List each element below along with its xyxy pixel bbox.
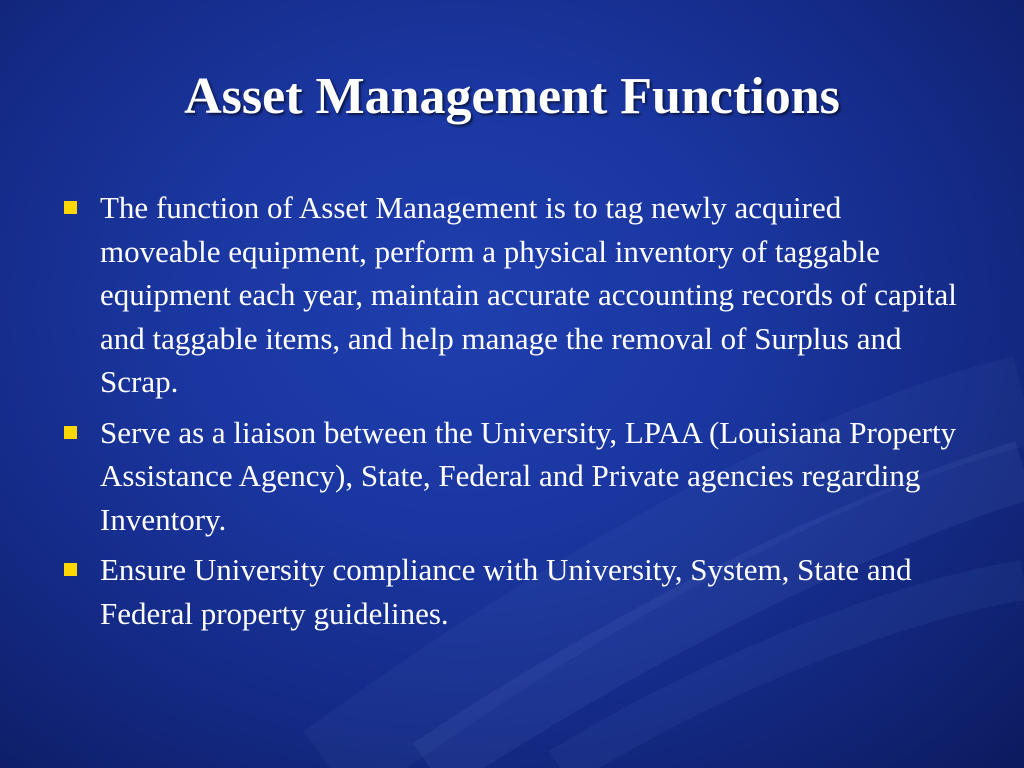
bullet-item: [62, 548, 962, 635]
bullet-text: Ensure University compliance with University, System, State and Federal property guidelines.: [100, 552, 912, 631]
square-bullet-icon: [64, 201, 77, 214]
square-bullet-icon: [64, 563, 77, 576]
slide-title: Asset Management Functions: [184, 68, 840, 125]
bullet-item: [62, 186, 962, 404]
square-bullet-icon: [64, 426, 77, 439]
bullet-text: Serve as a liaison between the University, LPAA (Louisiana Property Assistance Agency), State, Federal and Private agencies regarding Inventory.: [100, 414, 957, 537]
bullet-text: The function of Asset Management is to tag newly acquired moveable equipment, perform a physical inventory of taggable equipment each year, maintain accurate accounting records of capital and taggable items, and help manage the removal of Surplus and Scrap.: [100, 190, 957, 399]
bullet-list: [62, 186, 962, 642]
bullet-item: [62, 411, 962, 542]
